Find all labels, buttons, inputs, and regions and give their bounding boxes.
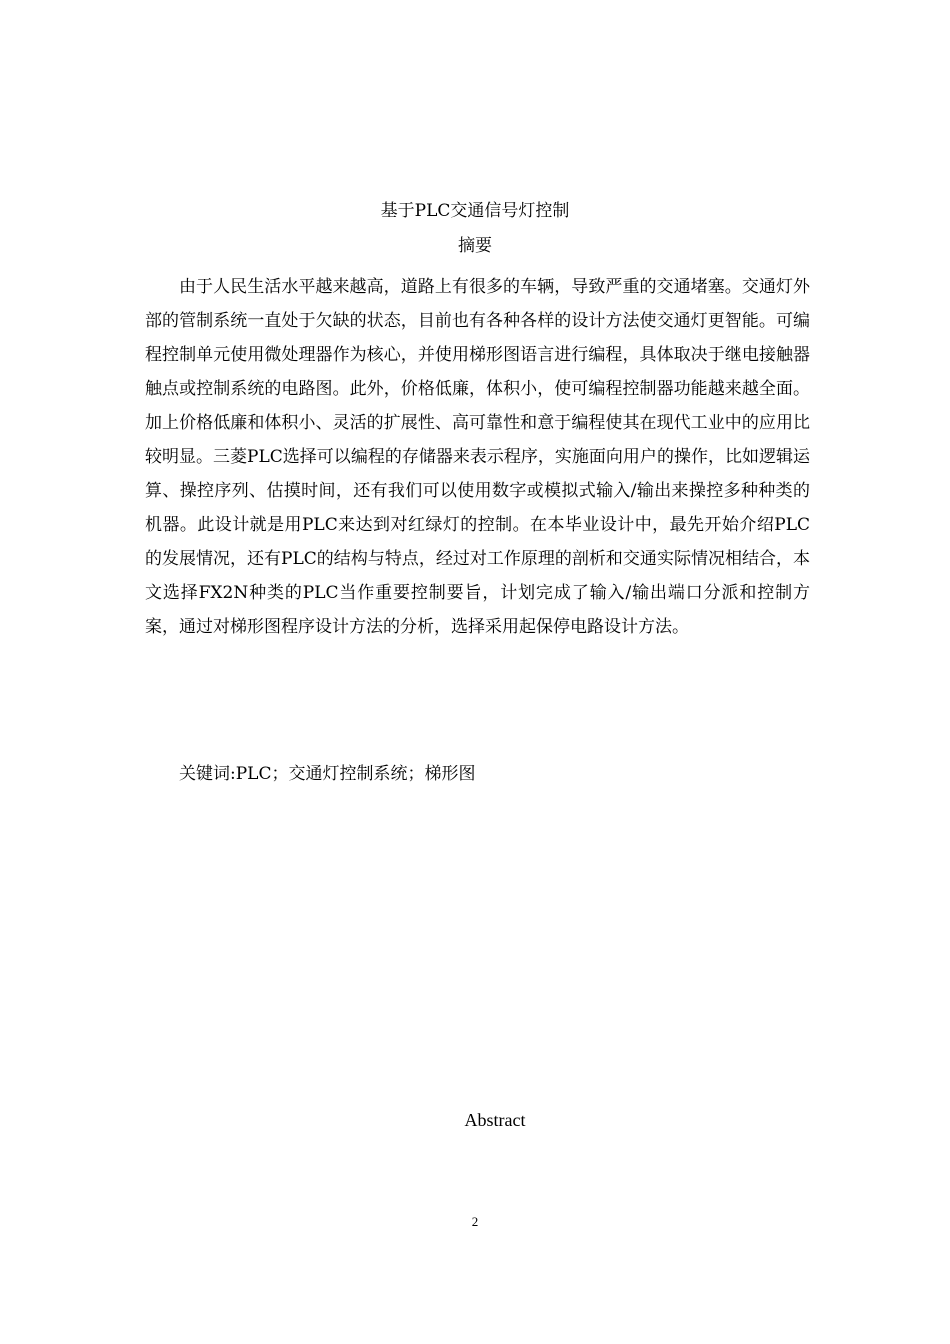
abstract-body: 由于人民生活水平越来越高，道路上有很多的车辆，导致严重的交通堵塞。交通灯外部的管制系统一直处于欠缺的状态，目前也有各种各样的设计方法使交通灯更智能。可编程控制单元使用微处理器作为核心，并使用梯形图语言进行编程，具体取决于继电接触器触点或控制系统的电路图。此外，价格低廉，体积小，使可编程控制器功能越来越全面。加上价格低廉和体积小、灵活的扩展性、高可靠性和意于编程使其在现代工业中的应用比较明显。三菱PLC选择可以编程的存储器来表示程序，实施面向用户的操作，比如逻辑运算、操控序列、估摸时间，还有我们可以使用数字或模拟式输入/输出来操控多种种类的机器。此设计就是用PLC来达到对红绿灯的控制。在本毕业设计中，最先开始介绍PLC的发展情况，还有PLC的结构与特点，经过对工作原理的剖析和交通实际情况相结合，本文选择FX2N种类的PLC当作重要控制要旨，计划完成了输入/输出端口分派和控制方案，通过对梯形图程序设计方法的分析，选择采用起保停电路设计方法。 — [145, 277, 810, 637]
abstract-heading: 摘要 — [458, 236, 492, 256]
keywords-line: 关键词:PLC；交通灯控制系统；梯形图 — [179, 764, 476, 784]
page-number: 2 — [471, 1214, 479, 1229]
english-abstract-heading: Abstract — [464, 1110, 526, 1130]
document-title: 基于PLC交通信号灯控制 — [380, 201, 570, 221]
